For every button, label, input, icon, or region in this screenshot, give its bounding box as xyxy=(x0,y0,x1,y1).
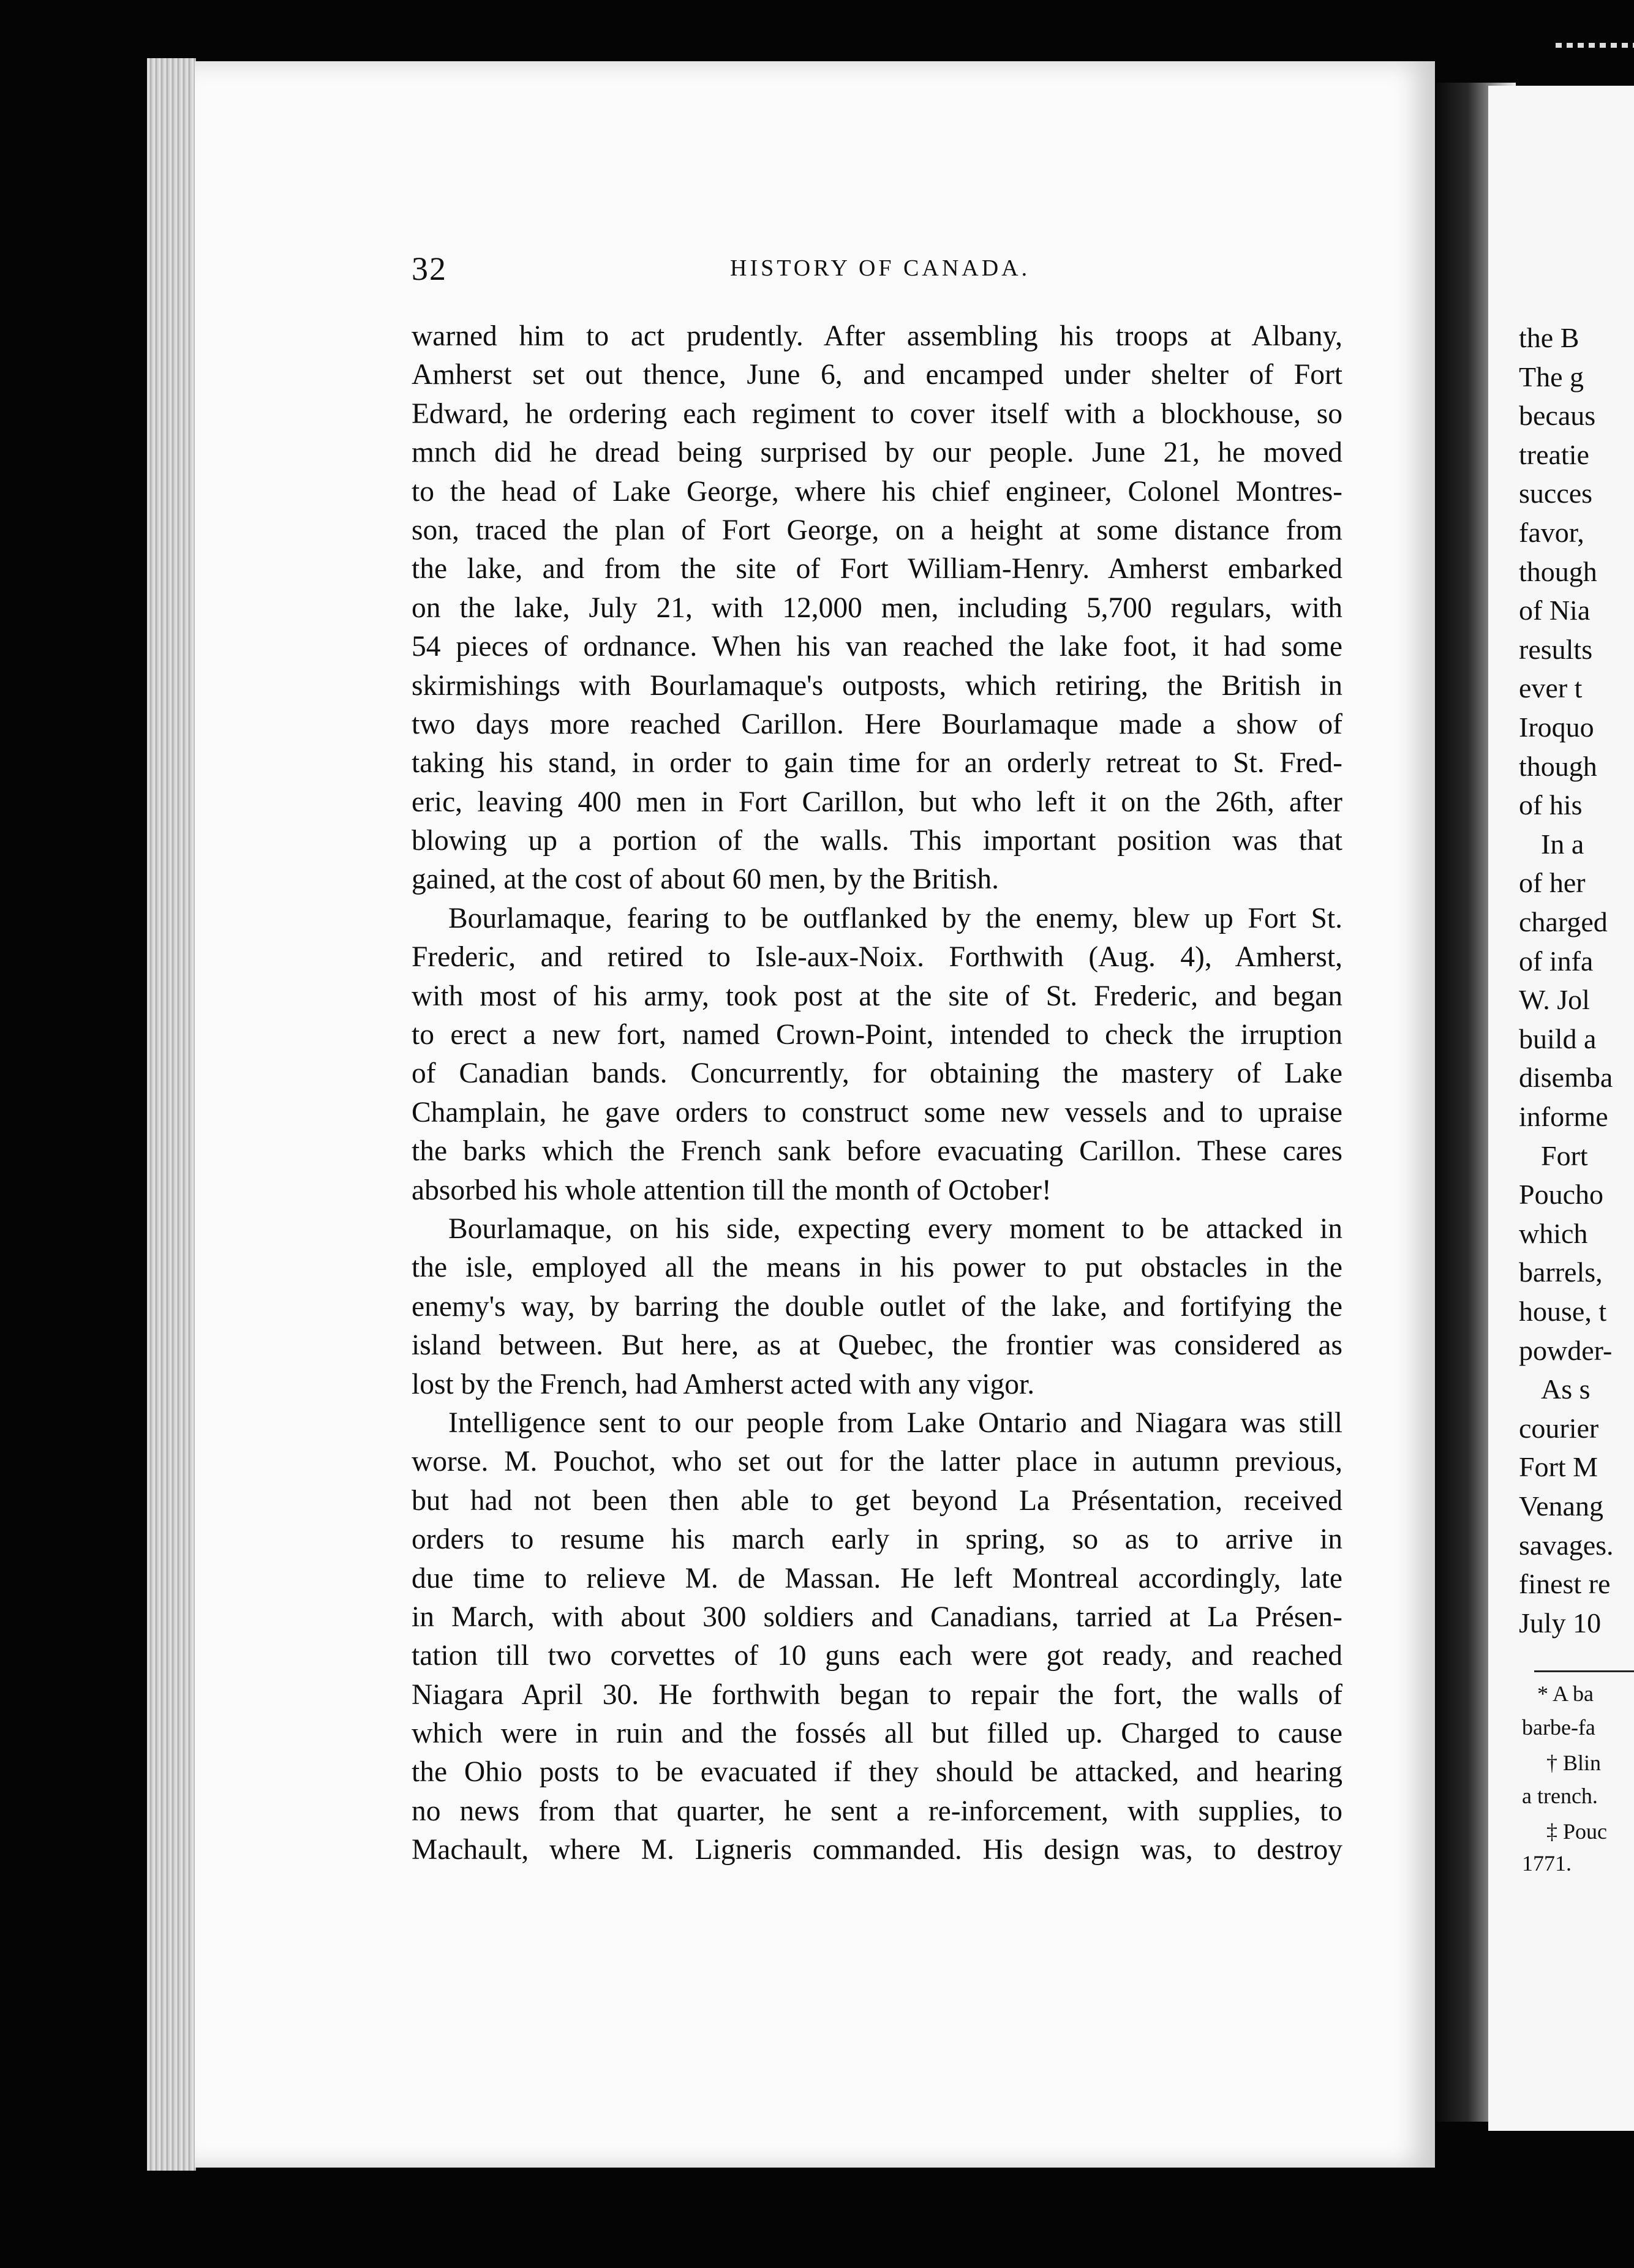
right-page-line: though xyxy=(1519,750,1597,782)
right-page-line: ever t xyxy=(1519,672,1583,704)
right-page-line: favor, xyxy=(1519,517,1584,548)
text-line: Niagara April 30. He forthwith began to repair the fort, the walls of xyxy=(412,1678,1342,1711)
right-page-line: courier xyxy=(1519,1412,1599,1444)
text-line: Bourlamaque, on his side, expecting every moment to be attacked in xyxy=(448,1212,1342,1245)
right-page-line: Fort xyxy=(1541,1140,1588,1171)
page-header xyxy=(412,250,1342,299)
text-line: to erect a new fort, named Crown-Point, intended to check the irruption xyxy=(412,1019,1342,1051)
right-page-line: W. Jol xyxy=(1519,984,1590,1016)
text-line: Amherst set out thence, June 6, and encamped under shelter of Fort xyxy=(412,359,1342,391)
text-line: the isle, employed all the means in his power to put obstacles in the xyxy=(412,1252,1342,1284)
text-line: worse. M. Pouchot, who set out for the latter place in autumn previous, xyxy=(412,1446,1342,1478)
text-line: Intelligence sent to our people from Lake Ontario and Niagara was still xyxy=(448,1406,1342,1439)
book-page-edges xyxy=(147,58,196,2171)
text-line: 54 pieces of ordnance. When his van reached the lake foot, it had some xyxy=(412,631,1342,663)
text-line: in March, with about 300 soldiers and Canadians, tarried at La Présen- xyxy=(412,1601,1342,1633)
right-page-footnote: barbe-fa xyxy=(1522,1715,1595,1740)
footnote-rule xyxy=(1534,1670,1634,1672)
text-line: eric, leaving 400 men in Fort Carillon, but who left it on the 26th, after xyxy=(412,786,1342,818)
text-line: two days more reached Carillon. Here Bourlamaque made a show of xyxy=(412,708,1342,740)
right-page-line: Venang xyxy=(1519,1490,1603,1522)
text-line: lost by the French, had Amherst acted with any vigor. xyxy=(412,1368,1035,1400)
right-page-line: build a xyxy=(1519,1023,1597,1054)
text-line: Bourlamaque, fearing to be outflanked by the enemy, blew up Fort St. xyxy=(448,902,1342,934)
running-title: HISTORY OF CANADA. xyxy=(730,255,1031,281)
right-page-footnote: a trench. xyxy=(1522,1784,1598,1808)
right-page-line: July 10 xyxy=(1519,1607,1602,1639)
text-line: blowing up a portion of the walls. This important position was that xyxy=(412,825,1342,857)
right-page-line: powder- xyxy=(1519,1334,1613,1366)
text-line: of Canadian bands. Concurrently, for obtaining the mastery of Lake xyxy=(412,1057,1342,1090)
right-page-line: treatie xyxy=(1519,438,1589,470)
right-page-line: Iroquo xyxy=(1519,712,1594,743)
right-page-line: savages. xyxy=(1519,1529,1614,1561)
text-line: with most of his army, took post at the site of St. Frederic, and began xyxy=(412,980,1342,1012)
text-line: enemy's way, by barring the double outlet of the lake, and fortifying the xyxy=(412,1290,1342,1323)
right-page-line: barrels, xyxy=(1519,1256,1603,1288)
text-line: which were in ruin and the fossés all but filled up. Charged to cause xyxy=(412,1718,1342,1750)
right-page-line: Poucho xyxy=(1519,1179,1603,1211)
right-page-line: results xyxy=(1519,633,1593,665)
text-line: Frederic, and retired to Isle-aux-Noix. Forthwith (Aug. 4), Amherst, xyxy=(412,941,1342,974)
text-line: the barks which the French sank before evacuating Carillon. These cares xyxy=(412,1135,1342,1168)
text-line: mnch did he dread being surprised by our people. June 21, he moved xyxy=(412,437,1342,469)
right-page-line: charged xyxy=(1519,906,1608,937)
text-line: island between. But here, as at Quebec, the frontier was considered as xyxy=(412,1329,1342,1362)
right-page-line: becaus xyxy=(1519,400,1596,432)
right-page-line: Fort M xyxy=(1519,1451,1598,1483)
right-page-line: disemba xyxy=(1519,1062,1613,1094)
text-line: the lake, and from the site of Fort William-Henry. Amherst embarked xyxy=(412,553,1342,585)
page-number: 32 xyxy=(412,250,447,287)
right-page-line: succes xyxy=(1519,478,1593,509)
text-line: Champlain, he gave orders to construct some new vessels and to upraise xyxy=(412,1096,1342,1128)
text-line: warned him to act prudently. After assembling his troops at Albany, xyxy=(412,320,1342,352)
text-line: absorbed his whole attention till the month of October! xyxy=(412,1174,1052,1206)
right-page-line: of his xyxy=(1519,789,1583,821)
right-page-footnote: 1771. xyxy=(1522,1851,1572,1876)
text-line: Machault, where M. Ligneris commanded. His design was, to destroy xyxy=(412,1834,1342,1866)
text-line: son, traced the plan of Fort George, on a height at some distance from xyxy=(412,514,1342,546)
text-line: to the head of Lake George, where his chief engineer, Colonel Montres- xyxy=(412,475,1342,508)
text-line: the Ohio posts to be evacuated if they should be attacked, and hearing xyxy=(412,1756,1342,1789)
right-page-line: house, t xyxy=(1519,1296,1607,1327)
right-page-line: informe xyxy=(1519,1101,1608,1132)
right-page-line: of infa xyxy=(1519,945,1594,977)
right-page-line: The g xyxy=(1519,361,1584,392)
text-line: tation till two corvettes of 10 guns each were got ready, and reached xyxy=(412,1640,1342,1672)
right-page-footnote: ‡ Pouc xyxy=(1546,1819,1607,1844)
right-page-line: though xyxy=(1519,555,1597,587)
scan-artifact xyxy=(1556,43,1634,48)
right-page-line: the B xyxy=(1519,322,1579,353)
text-line: no news from that quarter, he sent a re-inforcement, with supplies, to xyxy=(412,1795,1342,1827)
text-line: skirmishings with Bourlamaque's outposts, which retiring, the British in xyxy=(412,669,1342,702)
text-line: Edward, he ordering each regiment to cover itself with a blockhouse, so xyxy=(412,397,1342,430)
text-line: due time to relieve M. de Massan. He left Montreal accordingly, late xyxy=(412,1562,1342,1594)
right-page-line: of Nia xyxy=(1519,595,1591,626)
right-page-line: which xyxy=(1519,1217,1588,1249)
right-page-line: In a xyxy=(1541,828,1584,860)
right-page-line: As s xyxy=(1541,1373,1591,1405)
right-page-footnote: * A ba xyxy=(1537,1681,1594,1706)
text-line: orders to resume his march early in spring, so as to arrive in xyxy=(412,1523,1342,1556)
right-page-footnote: † Blin xyxy=(1546,1751,1602,1775)
right-page-line: finest re xyxy=(1519,1568,1611,1600)
main-text-body xyxy=(412,317,1342,1870)
text-line: taking his stand, in order to gain time for an orderly retreat to St. Fred- xyxy=(412,747,1342,779)
text-line: gained, at the cost of about 60 men, by the British. xyxy=(412,863,1000,896)
right-page-line: of her xyxy=(1519,867,1586,899)
text-line: but had not been then able to get beyond La Présentation, received xyxy=(412,1484,1342,1517)
text-line: on the lake, July 21, with 12,000 men, including 5,700 regulars, with xyxy=(412,591,1342,624)
